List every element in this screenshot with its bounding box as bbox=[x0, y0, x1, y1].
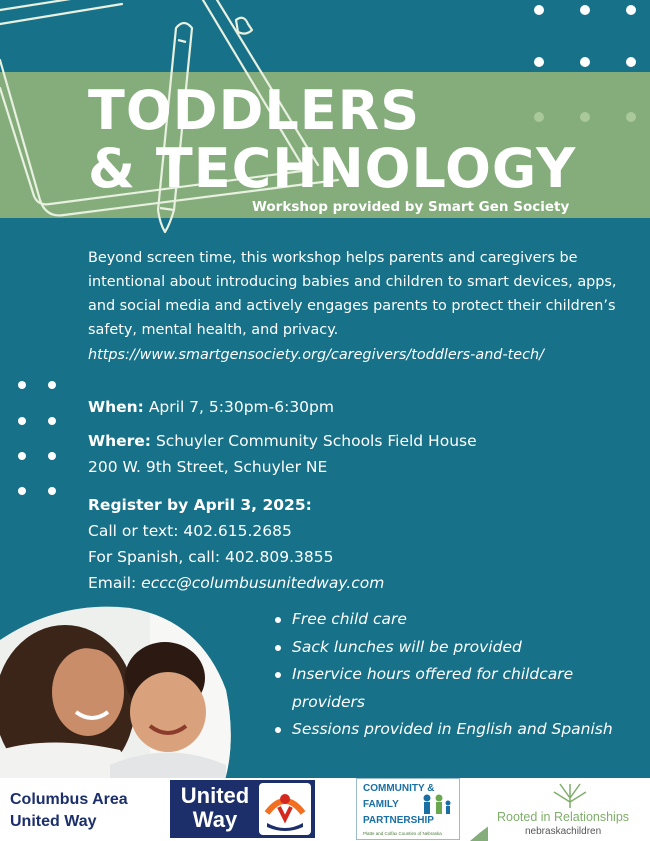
when-label: When: bbox=[88, 398, 144, 416]
united-way-hand-logo-icon bbox=[259, 783, 311, 835]
register-heading: Register by April 3, 2025: bbox=[88, 496, 312, 514]
email-link[interactable]: eccc@columbusunitedway.com bbox=[141, 574, 385, 592]
spanish-call: For Spanish, call: 402.809.3855 bbox=[88, 548, 334, 566]
united-way-wordmark bbox=[175, 784, 255, 832]
rir-line-1: Rooted in Relationships bbox=[497, 810, 630, 824]
rir-line-2: nebraskachildren bbox=[525, 826, 602, 837]
call-text: Call or text: 402.615.2685 bbox=[88, 522, 292, 540]
title-line-2: & TECHNOLOGY bbox=[88, 137, 577, 200]
columbus-line-1: Columbus Area bbox=[10, 791, 128, 808]
when-value: April 7, 5:30pm-6:30pm bbox=[148, 398, 334, 416]
community-family-partnership-logo bbox=[356, 778, 460, 840]
list-item: Free child care bbox=[270, 606, 645, 634]
cfp-line-1: COMMUNITY & bbox=[363, 783, 435, 794]
where-line-2: 200 W. 9th Street, Schuyler NE bbox=[88, 458, 328, 476]
where-label: Where: bbox=[88, 432, 151, 450]
united-way-line-1: United bbox=[180, 783, 250, 808]
when-row bbox=[88, 394, 334, 420]
where-line-1: Schuyler Community Schools Field House bbox=[155, 432, 477, 450]
feature-list bbox=[270, 606, 645, 744]
list-item: Inservice hours offered for childcare providers bbox=[270, 661, 645, 716]
united-way-line-2: Way bbox=[192, 807, 238, 832]
workshop-link[interactable]: https://www.smartgensociety.org/caregivers/toddlers-and-tech/ bbox=[88, 347, 545, 363]
cfp-subtitle: Platte and Colfax Counties of Nebraska bbox=[363, 831, 442, 836]
roots-logo-icon bbox=[550, 780, 590, 810]
family-figures-icon bbox=[415, 793, 455, 817]
where-row bbox=[88, 428, 477, 454]
list-item: Sessions provided in English and Spanish bbox=[270, 716, 645, 744]
email-row bbox=[88, 570, 384, 596]
subtitle: Workshop provided by Smart Gen Society bbox=[252, 199, 570, 215]
cfp-line-3: PARTNERSHIP bbox=[363, 815, 434, 826]
intro-paragraph: Beyond screen time, this workshop helps parents and caregivers be intentional about introducing babies and children to smart devices, apps, and social media and actively engages parents to protect their children’s safety, mental health, and privacy. bbox=[88, 250, 617, 338]
columbus-united-way-logo bbox=[10, 789, 128, 833]
mother-child-photo bbox=[0, 600, 240, 780]
cfp-line-2: FAMILY bbox=[363, 799, 399, 810]
list-item: Sack lunches will be provided bbox=[270, 634, 645, 662]
columbus-line-2: United Way bbox=[10, 813, 97, 830]
email-label: Email: bbox=[88, 574, 142, 592]
title-line-1: TODDLERS bbox=[88, 79, 421, 142]
